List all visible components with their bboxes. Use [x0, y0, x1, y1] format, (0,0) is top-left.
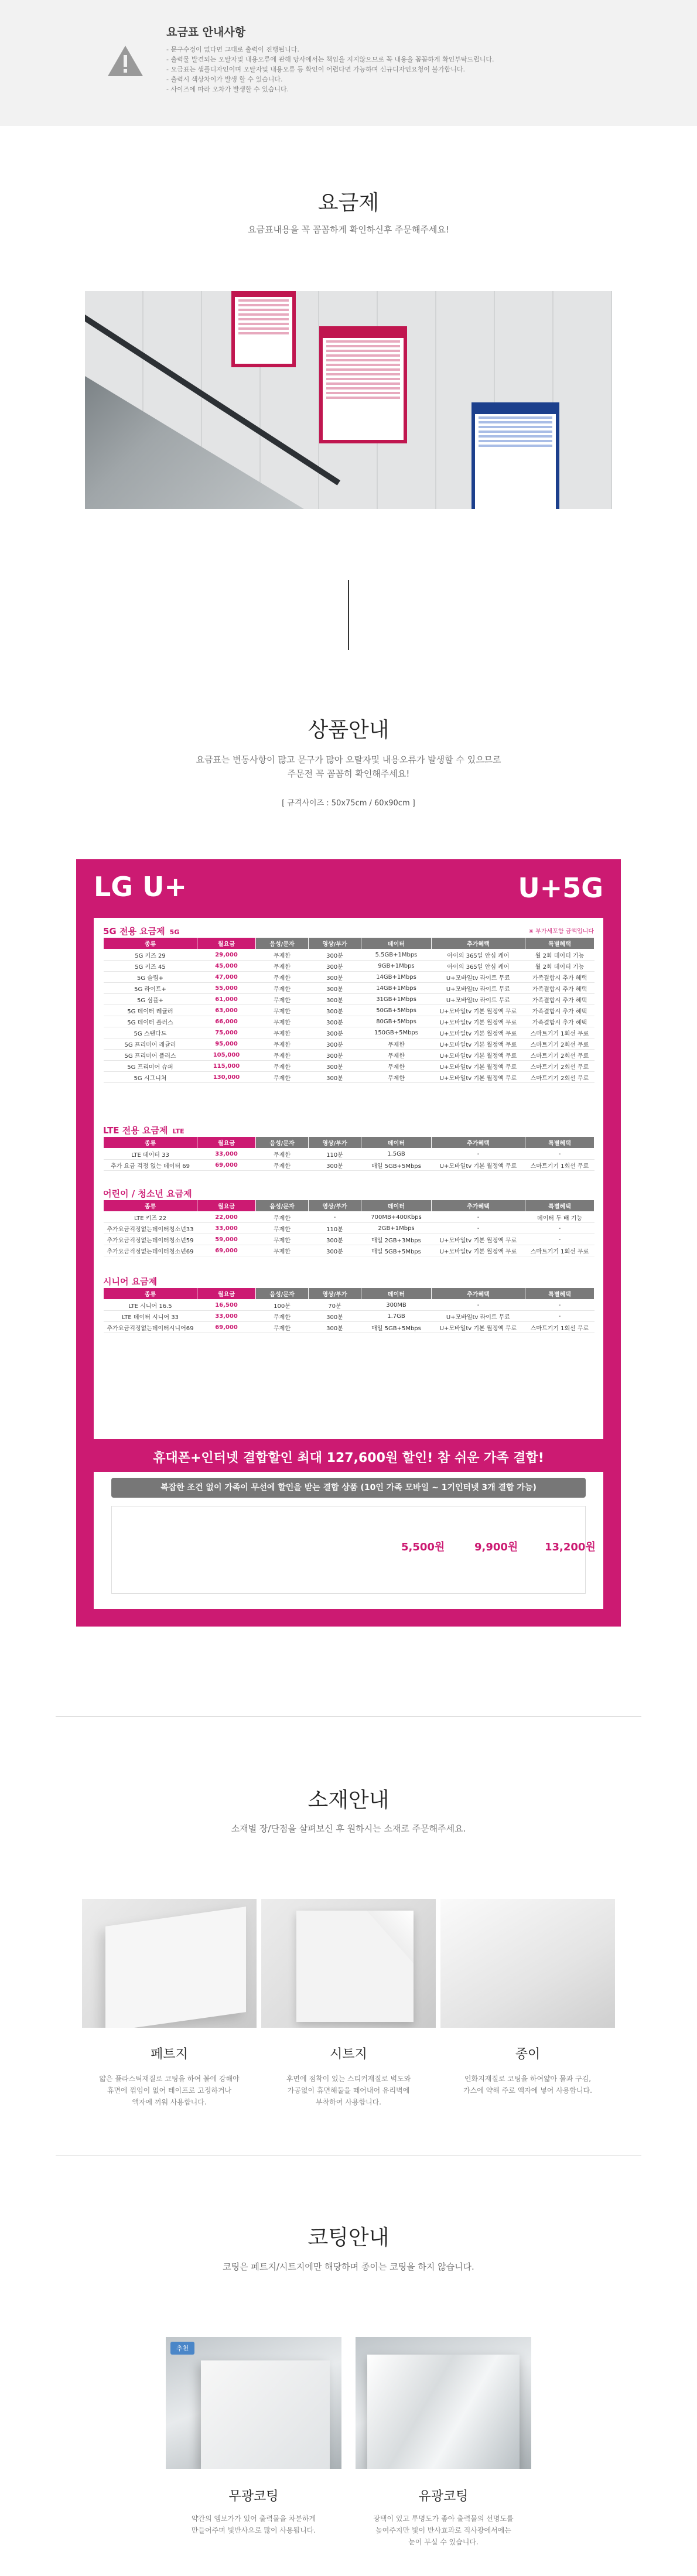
plan-cell: 9GB+1Mbps: [361, 961, 432, 972]
plan-row: [104, 1223, 594, 1234]
plan-cell: 50GB+5Mbps: [361, 1005, 432, 1016]
desc-line: 가스에 약해 주로 액자에 넣어 사용합니다.: [463, 2086, 592, 2095]
col-header: 음성/문자: [256, 1288, 309, 1300]
plan-row: [104, 1050, 594, 1061]
plan-cell: 105,000: [197, 1050, 256, 1061]
desc-line: 가공없이 휴면해둘을 떼어내어 유리벽에: [287, 2086, 410, 2095]
matte-sample-image: [166, 2337, 341, 2469]
plan-cell: 5G 키즈 45: [104, 961, 197, 972]
plan-cell: 무제한: [256, 1072, 309, 1083]
plan-cell: 300분: [309, 1311, 361, 1322]
plan-table: [103, 1136, 594, 1171]
plan-cell: 5G 프리미어 플러스: [104, 1050, 197, 1061]
plan-cell: U+모바일tv 라이트 무료: [432, 1311, 525, 1322]
plan-cell: 110분: [309, 1223, 361, 1234]
plan-cell: 가족결합시 추가 혜택: [525, 1016, 594, 1027]
plan-row: [104, 1061, 594, 1072]
plan-cell: 무제한: [361, 1061, 432, 1072]
section-divider: [56, 2155, 641, 2156]
plan-cell: 33,000: [197, 1149, 256, 1160]
plan-cell: 300분: [309, 1322, 361, 1333]
col-header: 데이터: [361, 1288, 432, 1300]
plan-cell: 5G 스탠다드: [104, 1027, 197, 1038]
col-header: 월요금: [197, 1137, 256, 1149]
plan-cell: 22,000: [197, 1212, 256, 1223]
plan-cell: 스마트기기 2회선 무료: [525, 1061, 594, 1072]
material-name: 종이: [515, 2047, 541, 2062]
plan-cell: 아이의 365일 안심 케어: [432, 961, 525, 972]
poster-table-area: [94, 918, 603, 1439]
group-senior: [103, 1275, 594, 1333]
plan-cell: 무제한: [256, 1223, 309, 1234]
group-lte: [103, 1124, 594, 1171]
plan-cell: 무제한: [256, 1016, 309, 1027]
installation-photo: [85, 291, 612, 509]
price-section-subtitle: 요금표내용을 꼭 꼼꼼하게 확인하신후 주문해주세요!: [248, 224, 449, 235]
col-header: 영상/부가: [309, 1200, 361, 1212]
plan-cell: 5G 시그니처: [104, 1072, 197, 1083]
material-desc: [261, 2073, 436, 2108]
plan-cell: 매일 5GB+5Mbps: [361, 1322, 432, 1333]
desc-line: 약간의 엠보가가 있어 출력물을 차분하게: [191, 2514, 316, 2523]
plan-cell: 무제한: [256, 949, 309, 961]
plan-cell: 300분: [309, 1038, 361, 1050]
product-section-line1: 요금표는 변동사항이 많고 문구가 많아 오탈자및 내용오류가 발생할 수 있으므로: [196, 754, 501, 765]
notice-box: [0, 0, 697, 126]
col-header: 특별혜택: [525, 938, 594, 949]
plan-cell: 130,000: [197, 1072, 256, 1083]
notice-item: - 사이즈에 따라 오차가 발생할 수 있습니다.: [166, 86, 289, 93]
plan-cell: 61,000: [197, 994, 256, 1005]
plan-cell: 300MB: [361, 1300, 432, 1311]
plan-rows: [104, 1149, 594, 1171]
plan-cell: -: [525, 1149, 594, 1160]
bundle-amount: 13,200원: [545, 1541, 596, 1553]
coating-section-subtitle: 코팅은 페트지/시트지에만 해당하며 종이는 코팅을 하지 않습니다.: [223, 2261, 474, 2272]
plan-cell: 33,000: [197, 1223, 256, 1234]
coating-card-matte: [166, 2337, 341, 2536]
plan-cell: 추가요금걱정없는데이터청소년69: [104, 1245, 197, 1256]
pet-sample-image: [82, 1899, 257, 2028]
plan-cell: 29,000: [197, 949, 256, 961]
col-header: 음성/문자: [256, 1200, 309, 1212]
plan-cell: 1.7GB: [361, 1311, 432, 1322]
plan-cell: 63,000: [197, 1005, 256, 1016]
plan-cell: 가족결합시 추가 혜택: [525, 1005, 594, 1016]
col-header: 영상/부가: [309, 1288, 361, 1300]
plan-cell: 매일 5GB+5Mbps: [361, 1160, 432, 1171]
plan-cell: -: [432, 1149, 525, 1160]
plan-cell: 무제한: [361, 1072, 432, 1083]
coating-desc: [166, 2513, 341, 2536]
plan-cell: 스마트기기 2회선 무료: [525, 1072, 594, 1083]
plan-cell: 아이의 365일 안심 케어: [432, 949, 525, 961]
plan-row: [104, 1027, 594, 1038]
coating-desc: [356, 2513, 531, 2548]
col-header: 종류: [104, 1288, 197, 1300]
plan-cell: 5G 프리미어 레귤러: [104, 1038, 197, 1050]
warning-icon: [107, 45, 144, 77]
product-section-line2: 주문전 꼭 꼼꼼히 확인해주세요!: [287, 768, 410, 779]
plan-row: [104, 1245, 594, 1256]
material-desc: [82, 2073, 257, 2108]
group-title: 어린이 / 청소년 요금제: [103, 1188, 192, 1199]
plan-cell: 매일 5GB+5Mbps: [361, 1245, 432, 1256]
recommend-badge: 추천: [170, 2342, 194, 2355]
banner-subtitle: 복잡한 조건 없이 가족이 무선에 할인을 받는 결합 상품 (10인 가족 모바일 ~ 1기인터넷 3개 결합 가능): [111, 1478, 586, 1498]
col-header: 추가혜택: [432, 1200, 525, 1212]
col-header: 특별혜택: [525, 1288, 594, 1300]
plan-cell: 무제한: [256, 1311, 309, 1322]
notice-item: - 출력시 색상차이가 발생 할 수 있습니다.: [166, 76, 283, 83]
col-header: 영상/부가: [309, 938, 361, 949]
plan-cell: U+모바일tv 기본 월정액 무료: [432, 1016, 525, 1027]
plan-cell: 95,000: [197, 1038, 256, 1050]
plan-cell: -: [525, 1234, 594, 1245]
paper-sample-image: [440, 1899, 615, 2028]
col-header: 월요금: [197, 938, 256, 949]
coating-name: 무광코팅: [228, 2489, 279, 2504]
col-header: 종류: [104, 1137, 197, 1149]
plan-cell: 무제한: [256, 1234, 309, 1245]
plan-cell: -: [309, 1212, 361, 1223]
col-header: 데이터: [361, 1137, 432, 1149]
lgu-logo: LG U+: [94, 871, 187, 903]
plan-cell: U+모바일tv 라이트 무료: [432, 972, 525, 983]
plan-row: [104, 1016, 594, 1027]
plan-cell: LTE 데이터 시니어 33: [104, 1311, 197, 1322]
photo-poster-frame: [319, 326, 407, 443]
plan-cell: 5G 프리미어 슈퍼: [104, 1061, 197, 1072]
plan-cell: 무제한: [256, 1149, 309, 1160]
col-header: 특별혜택: [525, 1200, 594, 1212]
plan-row: [104, 1311, 594, 1322]
banner-title: 휴대폰+인터넷 결합할인 최대 127,600원 할인! 참 쉬운 가족 결합!: [94, 1445, 603, 1472]
group-tag: LTE: [172, 1128, 184, 1135]
plan-row: [104, 1212, 594, 1223]
plan-row: [104, 1038, 594, 1050]
col-header: 종류: [104, 938, 197, 949]
plan-cell: 추가요금걱정없는데이터청소년59: [104, 1234, 197, 1245]
plan-cell: 스마트기기 1회선 무료: [525, 1322, 594, 1333]
desc-line: 만들어주며 빛반사으로 많이 사용됩니다.: [191, 2526, 316, 2534]
material-name: 페트지: [151, 2047, 188, 2062]
plan-cell: 가족결합시 추가 혜택: [525, 972, 594, 983]
plan-rows: [104, 949, 594, 1083]
coating-card-gloss: [356, 2337, 531, 2548]
plan-cell: -: [525, 1311, 594, 1322]
plan-cell: 5G 키즈 29: [104, 949, 197, 961]
plan-cell: U+모바일tv 기본 월정액 무료: [432, 1072, 525, 1083]
product-section-title: 상품안내: [308, 718, 390, 742]
plan-cell: 69,000: [197, 1322, 256, 1333]
col-header: 추가혜택: [432, 938, 525, 949]
plan-cell: 300분: [309, 972, 361, 983]
col-header: 음성/문자: [256, 938, 309, 949]
plan-cell: U+모바일tv 기본 월정액 무료: [432, 1005, 525, 1016]
plan-cell: 무제한: [256, 1027, 309, 1038]
plan-cell: 75,000: [197, 1027, 256, 1038]
plan-cell: 115,000: [197, 1061, 256, 1072]
plan-cell: 700MB+400Kbps: [361, 1212, 432, 1223]
u5g-logo: U+5G: [518, 872, 603, 904]
col-header: 월요금: [197, 1288, 256, 1300]
material-card-sheet: [261, 1899, 436, 2108]
plan-cell: 59,000: [197, 1234, 256, 1245]
plan-cell: 스마트기기 1회선 무료: [525, 1027, 594, 1038]
plan-cell: 300분: [309, 961, 361, 972]
plan-cell: 5.5GB+1Mbps: [361, 949, 432, 961]
plan-cell: 무제한: [256, 1005, 309, 1016]
plan-cell: U+모바일tv 기본 월정액 무료: [432, 1027, 525, 1038]
plan-cell: 69,000: [197, 1160, 256, 1171]
plan-cell: 300분: [309, 1072, 361, 1083]
photo-poster-frame: [472, 402, 559, 509]
plan-cell: 2GB+1Mbps: [361, 1223, 432, 1234]
plan-cell: 45,000: [197, 961, 256, 972]
plan-cell: 70분: [309, 1300, 361, 1311]
desc-line: 후면에 점착이 있는 스티커재질로 벽도와: [286, 2075, 411, 2083]
col-header: 데이터: [361, 1200, 432, 1212]
plan-cell: 무제한: [256, 1050, 309, 1061]
plan-cell: 300분: [309, 1234, 361, 1245]
plan-row: [104, 961, 594, 972]
plan-cell: 14GB+1Mbps: [361, 972, 432, 983]
plan-cell: 5G 슬림+: [104, 972, 197, 983]
plan-cell: 가족결합시 추가 혜택: [525, 994, 594, 1005]
plan-cell: 가족결합시 추가 혜택: [525, 983, 594, 994]
plan-cell: 300분: [309, 1245, 361, 1256]
plan-cell: 매일 2GB+3Mbps: [361, 1234, 432, 1245]
plan-cell: 300분: [309, 1005, 361, 1016]
plan-rows: [104, 1212, 594, 1256]
col-header: 영상/부가: [309, 1137, 361, 1149]
plan-table: [103, 937, 594, 1083]
plan-cell: 추가요금걱정없는데이터시니어69: [104, 1322, 197, 1333]
section-divider-line: [348, 580, 349, 650]
gloss-sample-image: [356, 2337, 531, 2469]
plan-cell: 무제한: [256, 972, 309, 983]
plan-cell: -: [525, 1300, 594, 1311]
plan-cell: 무제한: [256, 1061, 309, 1072]
plan-cell: 66,000: [197, 1016, 256, 1027]
notice-item: - 출력물 발견되는 오탈자및 내용오류에 관해 당사에서는 책임을 지지않으므로 꼭 내용을 꼼꼼하게 확인부탁드립니다.: [166, 56, 494, 63]
col-header: 음성/문자: [256, 1137, 309, 1149]
desc-line: 광택이 있고 투명도가 좋아 출력물의 선명도를: [373, 2514, 514, 2523]
plan-cell: 150GB+5Mbps: [361, 1027, 432, 1038]
material-section-subtitle: 소재별 장/단점을 살펴보신 후 원하시는 소재로 주문해주세요.: [231, 1823, 466, 1834]
notice-item: - 문구수정이 없다면 그대로 출력이 진행됩니다.: [166, 46, 299, 53]
coating-section-title: 코팅안내: [308, 2226, 390, 2250]
plan-cell: 69,000: [197, 1245, 256, 1256]
plan-row: [104, 1160, 594, 1171]
desc-line: 액자에 끼워 사용합니다.: [132, 2098, 207, 2106]
desc-line: 휴면에 꺾임이 없어 테이프로 고정하거나: [107, 2086, 232, 2095]
family-bundle-banner: [94, 1445, 603, 1609]
section-divider: [56, 1716, 641, 1717]
photo-poster-frame: [231, 291, 296, 367]
plan-cell: U+모바일tv 기본 월정액 무료: [432, 1050, 525, 1061]
plan-cell: -: [432, 1223, 525, 1234]
plan-cell: 무제한: [256, 961, 309, 972]
plan-row: [104, 1322, 594, 1333]
plan-row: [104, 1300, 594, 1311]
plan-cell: 스마트기기 2회선 무료: [525, 1050, 594, 1061]
desc-line: 인화지재질로 코팅을 하여얇아 물과 구김,: [464, 2075, 592, 2083]
col-header: 추가혜택: [432, 1137, 525, 1149]
desc-line: 높여주지만 빛이 반사효과로 직사광에서에는: [375, 2526, 511, 2534]
plan-cell: 5G 라이트+: [104, 983, 197, 994]
material-card-pet: [82, 1899, 257, 2108]
plan-cell: 스마트기기 2회선 무료: [525, 1038, 594, 1050]
col-header: 월요금: [197, 1200, 256, 1212]
material-desc: [440, 2073, 615, 2096]
plan-cell: 300분: [309, 1061, 361, 1072]
col-header: 특별혜택: [525, 1137, 594, 1149]
plan-row: [104, 994, 594, 1005]
plan-cell: 데이터 두 배 기능: [525, 1212, 594, 1223]
plan-cell: 31GB+1Mbps: [361, 994, 432, 1005]
plan-cell: U+모바일tv 기본 월정액 무료: [432, 1234, 525, 1245]
material-section-title: 소재안내: [308, 1788, 390, 1812]
plan-cell: U+모바일tv 기본 월정액 무료: [432, 1245, 525, 1256]
col-header: 데이터: [361, 938, 432, 949]
plan-row: [104, 983, 594, 994]
plan-cell: 300분: [309, 983, 361, 994]
group-title: LTE 전용 요금제: [103, 1125, 168, 1136]
plan-cell: 300분: [309, 1027, 361, 1038]
plan-cell: 5G 심플+: [104, 994, 197, 1005]
plan-table: [103, 1287, 594, 1333]
notice-item: - 요금표는 샘플디자인이며 오탈자및 내용오류 등 확인이 어렵다면 가능하며 신규디자인요청이 불가합니다.: [166, 66, 465, 73]
plan-cell: 추가 요금 걱정 없는 데이터 69: [104, 1160, 197, 1171]
plan-cell: 300분: [309, 949, 361, 961]
plan-cell: 300분: [309, 1016, 361, 1027]
plan-cell: 무제한: [256, 1212, 309, 1223]
group-youth: [103, 1187, 594, 1256]
plan-cell: 80GB+5Mbps: [361, 1016, 432, 1027]
group-title: 5G 전용 요금제: [103, 926, 165, 937]
plan-cell: 14GB+1Mbps: [361, 983, 432, 994]
desc-line: 부착하여 사용합니다.: [316, 2098, 381, 2106]
plan-cell: 월 2회 데이터 기능: [525, 961, 594, 972]
material-card-paper: [440, 1899, 615, 2096]
vat-note: ※ 부가세포함 금액입니다: [528, 928, 594, 935]
plan-cell: LTE 키즈 22: [104, 1212, 197, 1223]
plan-row: [104, 1234, 594, 1245]
plan-cell: U+모바일tv 기본 월정액 무료: [432, 1322, 525, 1333]
plan-cell: 무제한: [361, 1050, 432, 1061]
plan-cell: 300분: [309, 1050, 361, 1061]
plan-row: [104, 1149, 594, 1160]
plan-cell: 33,000: [197, 1311, 256, 1322]
plan-cell: 5G 데이터 레귤러: [104, 1005, 197, 1016]
notice-title: 요금표 안내사항: [166, 26, 246, 39]
plan-cell: 무제한: [256, 1245, 309, 1256]
desc-line: 얇은 플라스틱재질로 코팅을 하여 볼에 강해야: [99, 2075, 240, 2083]
plan-cell: 무제한: [361, 1038, 432, 1050]
price-section-title: 요금제: [317, 191, 380, 215]
plan-rows: [104, 1300, 594, 1333]
coating-name: 유광코팅: [418, 2489, 469, 2504]
desc-line: 눈이 부실 수 있습니다.: [408, 2538, 479, 2546]
plan-cell: U+모바일tv 라이트 무료: [432, 983, 525, 994]
plan-cell: 무제한: [256, 1160, 309, 1171]
plan-cell: 110분: [309, 1149, 361, 1160]
product-size-info: [ 규격사이즈 : 50x75cm / 60x90cm ]: [282, 799, 415, 808]
plan-cell: 300분: [309, 994, 361, 1005]
plan-cell: 무제한: [256, 983, 309, 994]
plan-row: [104, 1072, 594, 1083]
plan-cell: U+모바일tv 기본 월정액 무료: [432, 1160, 525, 1171]
plan-cell: 1.5GB: [361, 1149, 432, 1160]
plan-cell: 55,000: [197, 983, 256, 994]
plan-cell: -: [432, 1212, 525, 1223]
group-tag: 5G: [169, 928, 180, 936]
plan-cell: U+모바일tv 라이트 무료: [432, 994, 525, 1005]
plan-table: [103, 1200, 594, 1256]
plan-cell: 스마트기기 1회선 무료: [525, 1245, 594, 1256]
plan-row: [104, 949, 594, 961]
plan-cell: -: [432, 1300, 525, 1311]
plan-row: [104, 972, 594, 983]
plan-cell: LTE 시니어 16.5: [104, 1300, 197, 1311]
plan-cell: 월 2회 데이터 기능: [525, 949, 594, 961]
material-name: 시트지: [330, 2047, 367, 2062]
plan-cell: U+모바일tv 기본 월정액 무료: [432, 1061, 525, 1072]
col-header: 추가혜택: [432, 1288, 525, 1300]
group-title: 시니어 요금제: [103, 1276, 158, 1287]
plan-cell: -: [525, 1223, 594, 1234]
plan-cell: 300분: [309, 1160, 361, 1171]
plan-cell: 무제한: [256, 1322, 309, 1333]
notice-list: [166, 45, 494, 94]
plan-cell: 5G 데이터 플러스: [104, 1016, 197, 1027]
plan-cell: 무제한: [256, 1038, 309, 1050]
plan-cell: 무제한: [256, 994, 309, 1005]
plan-row: [104, 1005, 594, 1016]
plan-cell: 47,000: [197, 972, 256, 983]
plan-cell: 100분: [256, 1300, 309, 1311]
price-poster: [76, 859, 621, 1627]
plan-cell: U+모바일tv 기본 월정액 무료: [432, 1038, 525, 1050]
bundle-amount: 9,900원: [474, 1541, 518, 1553]
group-5g: [103, 925, 594, 1083]
plan-cell: 추가요금걱정없는데이터청소년33: [104, 1223, 197, 1234]
plan-cell: 16,500: [197, 1300, 256, 1311]
plan-cell: LTE 데이터 33: [104, 1149, 197, 1160]
bundle-amount: 5,500원: [401, 1541, 445, 1553]
col-header: 종류: [104, 1200, 197, 1212]
sheet-sample-image: [261, 1899, 436, 2028]
plan-cell: 스마트기기 1회선 무료: [525, 1160, 594, 1171]
